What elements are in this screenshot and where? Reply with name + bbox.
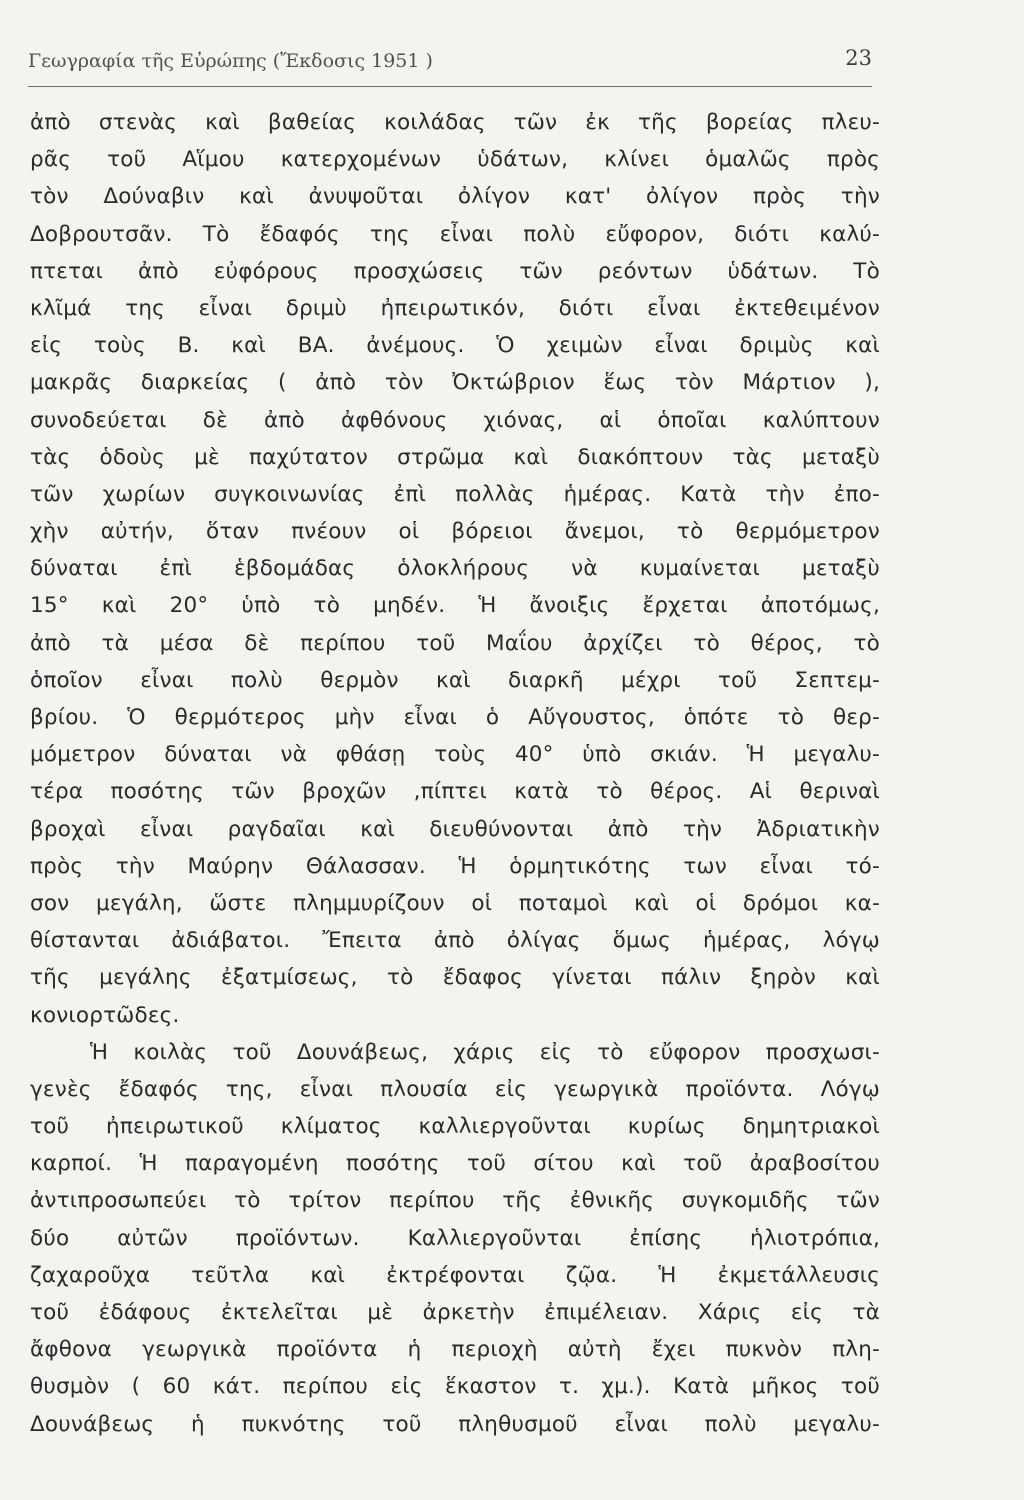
text-line: εἰς τοὺς Β. καὶ ΒΑ. ἀνέμους. Ὁ χειμὼν εἶναι δριμὺς καὶ	[30, 333, 880, 359]
text-line: συνοδεύεται δὲ ἀπὸ ἀφθόνους χιόνας, αἱ ὁποῖαι καλύπτουν	[30, 407, 880, 433]
text-line: κονιορτῶδες.	[30, 1002, 180, 1028]
text-line: μακρᾶς διαρκείας ( ἀπὸ τὸν Ὀκτώβριον ἕως τὸν Μάρτιον ),	[30, 370, 880, 396]
text-line: πρὸς τὴν Μαύρην Θάλασσαν. Ἡ ὁρμητικότης των εἶναι τό-	[30, 853, 880, 879]
text-line: δύο αὐτῶν προϊόντων. Καλλιεργοῦνται ἐπίσης ἡλιοτρόπια,	[30, 1225, 880, 1251]
text-line: ἀντιπροσωπεύει τὸ τρίτον περίπου τῆς ἐθνικῆς συγκομιδῆς τῶν	[30, 1188, 880, 1214]
body-text	[30, 104, 880, 1443]
text-line: τῆς μεγάλης ἐξατμίσεως, τὸ ἔδαφος γίνεται πάλιν ξηρὸν καὶ	[30, 965, 880, 991]
text-line: βρίου. Ὁ θερμότερος μὴν εἶναι ὁ Αὔγουστος, ὁπότε τὸ θερ-	[30, 705, 880, 730]
text-line: ὁποῖον εἶναι πολὺ θερμὸν καὶ διαρκῆ μέχρι τοῦ Σεπτεμ-	[30, 667, 880, 693]
text-line: τὸν Δούναβιν καὶ ἀνυψοῦται ὀλίγον κατ' ὀλίγον πρὸς τὴν	[30, 184, 880, 210]
text-line: δύναται ἐπὶ ἑβδομάδας ὁλοκλήρους νὰ κυμαίνεται μεταξὺ	[30, 556, 880, 582]
text-line: 15° καὶ 20° ὑπὸ τὸ μηδέν. Ἡ ἄνοιξις ἔρχεται ἀποτόμως,	[30, 593, 880, 619]
text-line: θυσμὸν ( 60 κάτ. περίπου εἰς ἕκαστον τ. χμ.). Κατὰ μῆκος τοῦ	[30, 1374, 880, 1400]
text-line: τὰς ὁδοὺς μὲ παχύτατον στρῶμα καὶ διακόπτουν τὰς μεταξὺ	[30, 444, 880, 470]
text-line: καρποί. Ἡ παραγομένη ποσότης τοῦ σίτου καὶ τοῦ ἀραβοσίτου	[30, 1151, 880, 1177]
text-line: τοῦ ἠπειρωτικοῦ κλίματος καλλιεργοῦνται κυρίως δημητριακοὶ	[30, 1114, 880, 1140]
running-title: Γεωγραφία τῆς Εὐρώπης (Ἔκδοσις 1951 )	[28, 50, 433, 72]
text-line: κλῖμά της εἶναι δριμὺ ἠπειρωτικόν, διότι εἶναι ἐκτεθειμένον	[30, 295, 880, 321]
text-line: ἀπὸ στενὰς καὶ βαθείας κοιλάδας τῶν ἐκ τῆς βορείας πλευ-	[30, 110, 880, 135]
page-number: 23	[845, 46, 872, 70]
text-line: χὴν αὐτήν, ὅταν πνέουν οἱ βόρειοι ἄνεμοι, τὸ θερμόμετρον	[30, 519, 880, 545]
paragraph-1	[30, 104, 880, 1034]
text-line: Δουνάβεως ἡ πυκνότης τοῦ πληθυσμοῦ εἶναι πολὺ μεγαλυ-	[30, 1411, 880, 1437]
text-line: τοῦ ἐδάφους ἐκτελεῖται μὲ ἀρκετὴν ἐπιμέλειαν. Χάρις εἰς τὰ	[30, 1300, 880, 1325]
paragraph-2	[30, 1034, 880, 1443]
text-line: σον μεγάλη, ὥστε πλημμυρίζουν οἱ ποταμοὶ καὶ οἱ δρόμοι κα-	[30, 890, 880, 916]
text-line: βροχαὶ εἶναι ραγδαῖαι καὶ διευθύνονται ἀπὸ τὴν Ἀδριατικὴν	[30, 816, 880, 842]
text-line: γενὲς ἔδαφός της, εἶναι πλουσία εἰς γεωργικὰ προϊόντα. Λόγῳ	[30, 1076, 880, 1102]
text-line: πτεται ἀπὸ εὐφόρους προσχώσεις τῶν ρεόντων ὑδάτων. Τὸ	[30, 258, 880, 284]
text-line: τῶν χωρίων συγκοινωνίας ἐπὶ πολλὰς ἡμέρας. Κατὰ τὴν ἐπο-	[30, 481, 880, 507]
text-line: θίστανται ἀδιάβατοι. Ἔπειτα ἀπὸ ὀλίγας ὅμως ἡμέρας, λόγῳ	[30, 928, 880, 954]
text-line: Ἡ κοιλὰς τοῦ Δουνάβεως, χάρις εἰς τὸ εὔφορον προσχωσι-	[90, 1039, 880, 1065]
text-line: Δοβρουτσᾶν. Τὸ ἔδαφός της εἶναι πολὺ εὔφορον, διότι καλύ-	[30, 221, 880, 247]
text-line: ζαχαροῦχα τεῦτλα καὶ ἐκτρέφονται ζῷα. Ἡ ἐκμετάλλευσις	[30, 1262, 880, 1288]
text-line: ἄφθονα γεωργικὰ προϊόντα ἡ περιοχὴ αὐτὴ ἔχει πυκνὸν πλη-	[30, 1337, 880, 1363]
text-line: μόμετρον δύναται νὰ φθάσῃ τοὺς 40° ὑπὸ σκιάν. Ἡ μεγαλυ-	[30, 742, 880, 768]
text-line: ἀπὸ τὰ μέσα δὲ περίπου τοῦ Μαΐου ἀρχίζει τὸ θέρος, τὸ	[30, 630, 880, 656]
running-head	[28, 46, 872, 87]
text-line: τέρα ποσότης τῶν βροχῶν ,πίπτει κατὰ τὸ θέρος. Αἱ θεριναὶ	[30, 779, 880, 805]
text-line: ρᾶς τοῦ Αἵμου κατερχομένων ὑδάτων, κλίνει ὁμαλῶς πρὸς	[30, 147, 880, 173]
